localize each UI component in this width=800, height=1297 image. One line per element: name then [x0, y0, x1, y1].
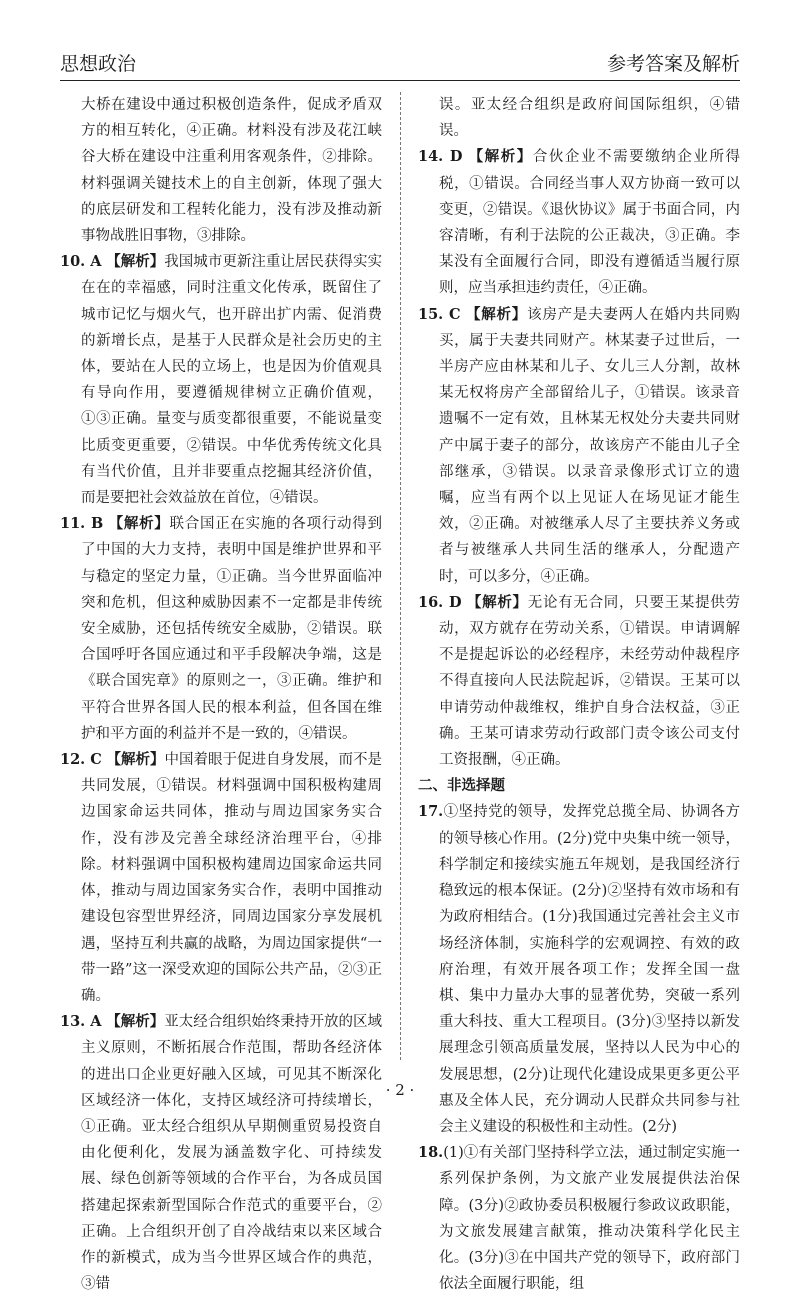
answer-13-continued: 误。亚太经合组织是政府间国际组织，④错误。	[439, 97, 740, 140]
answer-number: 13. A	[60, 1013, 102, 1031]
analysis-tag: 【解析】	[466, 593, 528, 611]
answer-number: 15. C	[418, 305, 461, 323]
right-column	[418, 92, 740, 1297]
page-number: · 2 ·	[385, 1081, 415, 1099]
answer-13	[60, 1009, 382, 1297]
analysis-tag: 【解析】	[468, 148, 533, 166]
answer-text: 中国着眼于促进自身发展，而不是共同发展，①错误。材料强调中国积极构建周边国家命运共同体，推动与周边国家务实合作，没有涉及完善全球经济治理平台，④排除。材料强调中国积极构建周边国家命运共同体，推动与周边国家务实合作，表明中国推动建设包容型世界经济，同周边国家分享发展机遇，坚持互利共赢的战略，为周边国家提供“一带一路”这一深受欢迎的国际公共产品，②③正确。	[81, 752, 383, 1004]
analysis-tag: 【解析】	[465, 305, 528, 323]
answer-15	[418, 302, 740, 590]
analysis-tag: 【解析】	[106, 253, 165, 271]
answer-text: 联合国正在实施的各项行动得到了中国的大力支持，表明中国是维护世界和平与稳定的坚定力量，①正确。当今世界面临冲突和危机，但这种威胁因素不一定都是非传统安全威胁，还包括传统安全威胁，②错误。联合国呼吁各国应通过和平手段解决争端，这是《联合国宪章》的原则之一，③正确。维护和平符合世界各国人民的根本利益，但各国在维护和平方面的利益并不是一致的，④错误。	[81, 516, 383, 742]
answer-12	[60, 747, 382, 1009]
answer-number: 18.	[418, 1144, 444, 1162]
analysis-tag: 【解析】	[106, 1013, 165, 1031]
section-title: 参考答案及解析	[606, 53, 740, 75]
answer-number: 17.	[418, 803, 444, 821]
answer-text: 无论有无合同，只要王某提供劳动，双方就存在劳动关系，①错误。申请调解不是提起诉讼的必经程序，未经劳动仲裁程序不得直接向人民法院起诉，②错误。王某可以申请劳动仲裁维权，维护自身合法权益，③正确。王某可请求劳动行政部门责令该公司支付工资报酬，④正确。	[439, 594, 741, 769]
answer-text: 该房产是夫妻两人在婚内共同购买，属于夫妻共同财产。林某妻子过世后，一半房产应由林某和儿子、女儿三人分割，故林某无权将房产全部留给儿子，①错误。该录音遗嘱不一定有效，且林某无权处分夫妻共同财产中属于妻子的部分，故该房产不能由儿子全部继承，③错误。以录音录像形式订立的遗嘱，应当有两个以上见证人在场见证才能生效，②正确。对被继承人尽了主要扶养义务或者与被继承人共同生活的继承人，分配遗产时，可以多分，④正确。	[439, 306, 741, 585]
answer-16	[418, 590, 740, 773]
answer-9-continued: 大桥在建设中通过积极创造条件，促成矛盾双方的相互转化，④正确。材料没有涉及花江峡谷大桥在建设中注重利用客观条件，②排除。材料强调关键技术上的自主创新，体现了强大的底层研发和工程转化能力，没有涉及推动新事物战胜旧事物，③排除。	[81, 97, 382, 245]
answer-number: 14. D	[418, 148, 463, 166]
subject-title: 思想政治	[60, 53, 137, 75]
column-divider	[400, 92, 401, 1060]
answer-14	[418, 144, 740, 301]
left-column	[60, 92, 382, 1297]
analysis-tag: 【解析】	[106, 751, 165, 769]
answer-18	[418, 1140, 740, 1297]
answer-text: ①坚持党的领导，发挥党总揽全局、协调各方的领导核心作用。(2分)党中央集中统一领导，科学制定和接续实施五年规划，是我国经济行稳致远的根本保证。(2分)②坚持有效市场和有为政府相结合。(1分)我国通过完善社会主义市场经济体制，实施科学的宏观调控、有效的政府治理，有效开展各项工作；发挥全国一盘棋、集中力量办大事的显著优势，突破一系列重大科技、重大工程项目。(3分)③坚持以新发展理念引领高质量发展，坚持以人民为中心的发展思想，(2分)让现代化建设成果更多更公平惠及全体人民，充分调动人民群众共同参与社会主义建设的积极性和主动性。(2分)	[439, 804, 740, 1135]
answer-text: 亚太经合组织始终秉持开放的区域主义原则，不断拓展合作范围，帮助各经济体的进出口企业更好融入区域，可见其不断深化区域经济一体化，支持区域经济可持续增长，①正确。亚太经合组织从早期侧重贸易投资自由化便利化，发展为涵盖数字化、可持续发展、绿色创新等领域的合作平台，为各成员国搭建起探索新型国际合作范式的重要平台，②正确。上合组织开创了自冷战结束以来区域合作的新模式，成为当今世界区域合作的典范，③错	[81, 1014, 383, 1293]
answer-11	[60, 511, 382, 747]
answer-text: (1)①有关部门坚持科学立法，通过制定实施一系列保护条例，为文旅产业发展提供法治保障。(3分)②政协委员积极履行参政议政职能，为文旅发展建言献策，推动决策科学化民主化。(3分)③在中国共产党的领导下，政府部门依法全面履行职能，组	[439, 1145, 740, 1293]
answer-number: 10. A	[60, 253, 102, 271]
answer-10	[60, 249, 382, 511]
analysis-tag: 【解析】	[108, 515, 170, 533]
answer-number: 11. B	[60, 515, 104, 533]
answer-text: 我国城市更新注重让居民获得实实在在的幸福感，同时注重文化传承，既留住了城市记忆与烟火气，也开辟出扩内需、促消费的新增长点，是基于人民群众是社会历史的主体，要站在人民的立场上，也是因为价值观具有导向作用，要遵循规律树立正确价值观，①③正确。量变与质变都很重要，不能说量变比质变更重要，②错误。中华优秀传统文化具有当代价值，且并非要重点挖掘其经济价值，而是要把社会效益放在首位，④错误。	[81, 254, 383, 507]
page-header	[60, 50, 740, 81]
answer-number: 12. C	[60, 751, 102, 769]
answer-number: 16. D	[418, 593, 462, 611]
section-heading: 二、非选择题	[418, 777, 505, 795]
answer-text: 合伙企业不需要缴纳企业所得税，①错误。合同经当事人双方协商一致可以变更，②错误。《退伙协议》属于书面合同，内容清晰，有利于法院的公正裁决，③正确。李某没有全面履行合同，即没有遵循适当履行原则，应当承担违约责任，④正确。	[439, 149, 740, 297]
